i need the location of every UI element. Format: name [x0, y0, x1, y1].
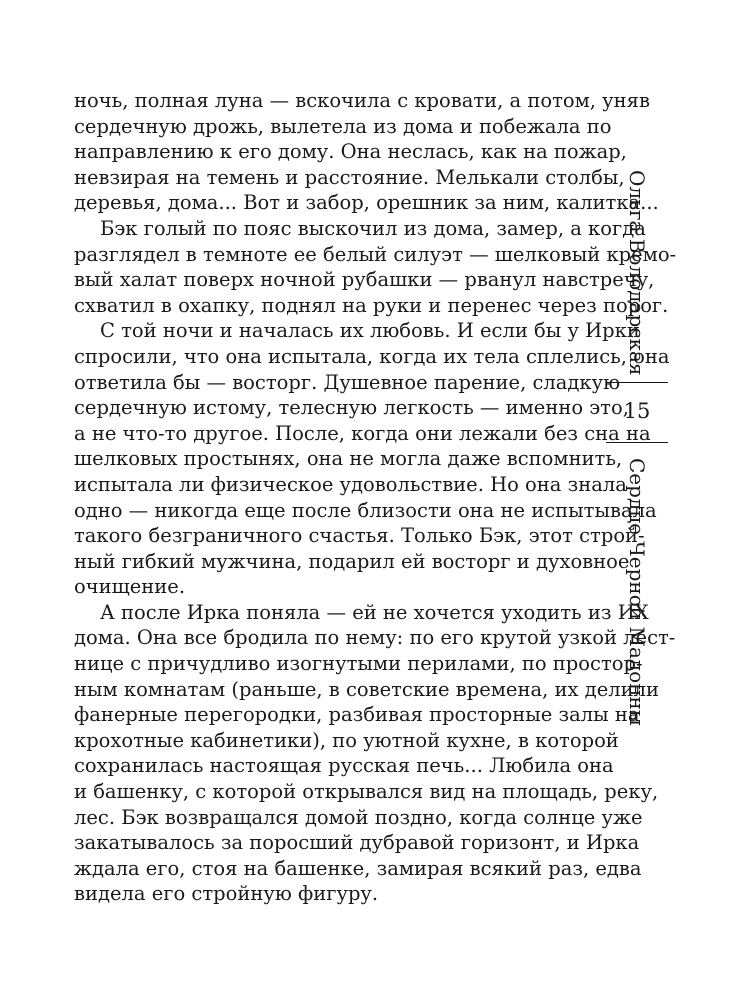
text-line: лес. Бэк возвращался домой поздно, когда солнце уже: [74, 805, 643, 829]
text-line: деревья, дома... Вот и забор, орешник за ним, калитка...: [74, 191, 659, 215]
text-line: Бэк голый по пояс выскочил из дома, замер, а когда: [100, 216, 646, 240]
running-head-author-text: Ольга Володарская: [625, 170, 649, 376]
running-head: [606, 170, 668, 750]
text-line: вый халат поверх ночной рубашки — рванул навстречу,: [74, 268, 655, 292]
text-line: шелковых простынях, она не могла даже вспомнить,: [74, 447, 623, 471]
text-line: А после Ирка поняла — ей не хочется уходить из ИХ: [100, 600, 649, 624]
text-line: видела его стройную фигуру.: [74, 882, 379, 906]
text-line: одно — никогда еще после близости она не испытывала: [74, 498, 657, 522]
text-line: спросили, что она испытала, когда их тела сплелись, она: [74, 344, 670, 368]
text-line: невзирая на темень и расстояние. Мелькали столбы,: [74, 165, 625, 189]
divider: [606, 382, 668, 383]
text-line: дома. Она все бродила по нему: по его крутой узкой лест-: [74, 626, 676, 650]
text-line: схватил в охапку, поднял на руки и перенес через порог.: [74, 293, 669, 317]
text-line: разглядел в темноте ее белый силуэт — шелковый кремо-: [74, 242, 677, 266]
text-line: крохотные кабинетики), по уютной кухне, в которой: [74, 728, 619, 752]
text-line: фанерные перегородки, разбивая просторные залы на: [74, 703, 640, 727]
text-line: испытала ли физическое удовольствие. Но она знала: [74, 472, 627, 496]
text-line: ждала его, стоя на башенке, замирая всякий раз, едва: [74, 856, 642, 880]
text-line: ным комнатам (раньше, в советские времена, их делили: [74, 677, 659, 701]
text-line: такого безграничного счастья. Только Бэк, этот строй-: [74, 524, 645, 548]
text-line: ночь, полная луна — вскочила с кровати, а потом, уняв: [74, 89, 650, 112]
text-line: сердечную дрожь, вылетела из дома и побежала по: [74, 114, 612, 138]
text-line: ный гибкий мужчина, подарил ей восторг и духовное: [74, 549, 630, 573]
text-line: очищение.: [74, 575, 186, 599]
running-head-title-text: Сердце Черной Мадонны: [625, 458, 649, 726]
text-line: С той ночи и началась их любовь. И если бы у Ирки: [100, 319, 640, 343]
text-line: а не что-то другое. После, когда они лежали без сна на: [74, 421, 651, 445]
page-number: 15: [623, 399, 651, 423]
text-line: закатывалось за поросший дубравой горизонт, и Ирка: [74, 831, 640, 855]
text-line: ответила бы — восторг. Душевное парение, сладкую: [74, 370, 621, 394]
text-line: и башенку, с которой открывался вид на площадь, реку,: [74, 780, 659, 804]
text-line: сохранилась настоящая русская печь... Любила она: [74, 754, 614, 778]
divider: [606, 442, 668, 443]
text-line: нице с причудливо изогнутыми перилами, по простор-: [74, 652, 643, 676]
text-line: сердечную истому, телесную легкость — именно это,: [74, 396, 629, 420]
text-line: направлению к его дому. Она неслась, как на пожар,: [74, 140, 627, 164]
